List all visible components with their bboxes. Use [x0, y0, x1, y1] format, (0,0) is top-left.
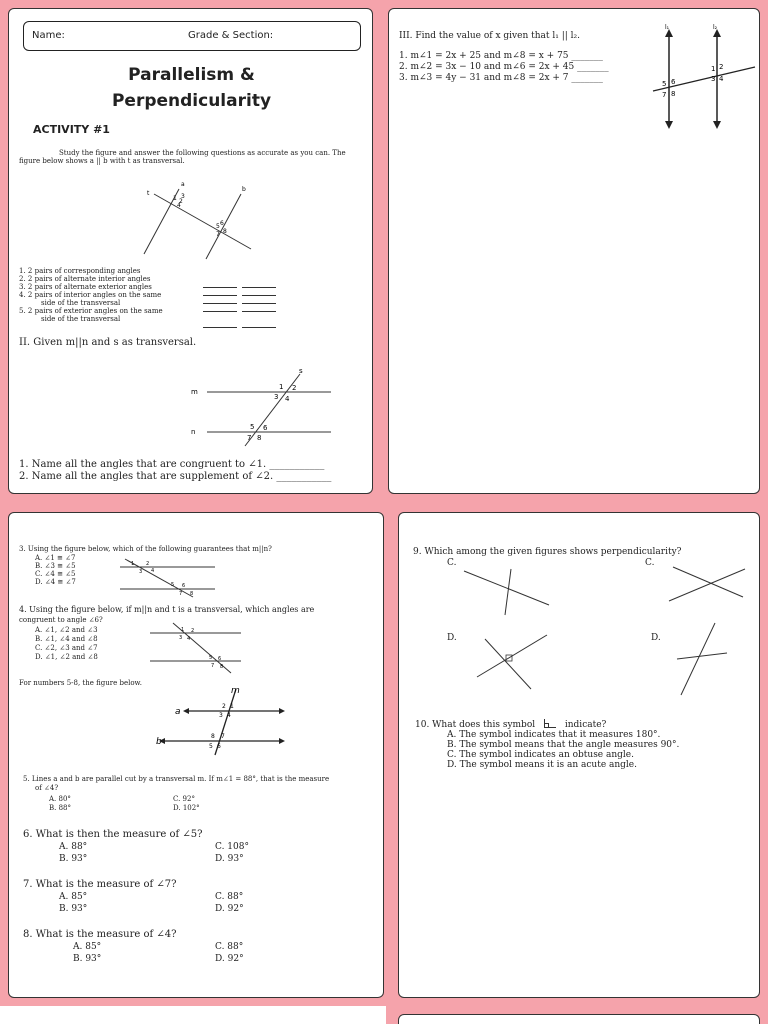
- angle-5-label: 5: [171, 582, 175, 588]
- question-10-label-end: indicate?: [564, 720, 607, 730]
- answer-blanks: [203, 273, 276, 321]
- question-3-options: [35, 554, 76, 586]
- worksheet-page-2: [388, 8, 760, 494]
- worksheet-page-3: [8, 512, 384, 998]
- title-line-2: Perpendicularity: [111, 91, 272, 111]
- angle-5-label: 5: [250, 423, 255, 431]
- section-3-question-1: 1. m∠1 = 2x + 25 and m∠8 = x + 75 _______: [399, 51, 603, 61]
- label-b: b: [242, 186, 246, 193]
- question-7-option-d[interactable]: D. 92°: [215, 904, 244, 914]
- question-4-text: 4. 2 pairs of interior angles on the same: [19, 291, 162, 299]
- option-c[interactable]: C. The symbol indicates an obtuse angle.: [447, 750, 634, 760]
- option-a[interactable]: A. ∠1, ∠2 and ∠3: [35, 626, 98, 634]
- label-m: m: [191, 388, 198, 396]
- angle-7-label: 7: [221, 733, 225, 740]
- option-d[interactable]: D. The symbol means it is an acute angle.: [447, 760, 637, 770]
- option-b[interactable]: B. The symbol means that the angle measures 90°.: [447, 740, 680, 750]
- section-3-heading: III. Find the value of x given that l₁ || l₂.: [399, 31, 580, 41]
- angle-7-label: 7: [247, 434, 252, 442]
- question-5-text: 5. 2 pairs of exterior angles on the same: [19, 307, 163, 315]
- answer-blank[interactable]: [242, 305, 276, 312]
- question-3-text: 3. Using the figure below, which of the following guarantees that m||n?: [19, 545, 272, 553]
- arrow-head: [183, 708, 189, 714]
- name-grade-box: [23, 21, 361, 51]
- question-8-option-b[interactable]: B. 93°: [73, 954, 102, 964]
- question-8-option-a[interactable]: A. 85°: [73, 942, 102, 952]
- angle-5-label: 5: [216, 223, 220, 230]
- question-4-line-2: congruent to angle ∠6?: [19, 616, 103, 624]
- angle-7-label: 7: [216, 231, 220, 238]
- angle-7-label: 7: [662, 91, 667, 99]
- angle-2-label: 2: [222, 703, 226, 710]
- option-b[interactable]: B. ∠1, ∠4 and ∠8: [35, 635, 98, 643]
- angle-2-label: 2: [191, 628, 195, 634]
- angle-7-label: 7: [211, 663, 215, 669]
- question-9-text: 9. Which among the given figures shows perpendicularity?: [413, 547, 682, 557]
- question-5-line-1: 5. Lines a and b are parallel cut by a transversal m. If m∠1 = 88°, that is the measure: [23, 775, 330, 783]
- angle-3-label: 3: [219, 712, 223, 719]
- angle-8-label: 8: [671, 90, 676, 98]
- question-4-cont: side of the transversal: [41, 299, 121, 307]
- question-3-text: 3. 2 pairs of alternate exterior angles: [19, 283, 152, 291]
- option-c[interactable]: C. ∠4 ≅ ∠5: [35, 570, 76, 578]
- angle-6-label: 6: [217, 743, 221, 750]
- figure-q3: [115, 557, 245, 599]
- question-7-option-b[interactable]: B. 93°: [59, 904, 88, 914]
- title-line-1: Parallelism &: [128, 65, 255, 85]
- choice-label-bottom-left: D.: [447, 633, 457, 643]
- angle-3-label: 3: [181, 193, 185, 200]
- question-7-option-c[interactable]: C. 88°: [215, 892, 244, 902]
- angle-8-label: 8: [220, 664, 224, 670]
- instructions-line-1: Study the figure and answer the following questions as accurate as you can. The: [59, 149, 346, 157]
- question-4-line-1: 4. Using the figure below, if m||n and t is a transversal, which angles are: [19, 605, 315, 614]
- question-6-text: 6. What is then the measure of ∠5?: [23, 829, 203, 840]
- angle-7-label: 7: [179, 591, 183, 597]
- arrow-head: [279, 738, 285, 744]
- next-page-fragment-right: [398, 1014, 760, 1024]
- figure-parallel-lines-l1-l2: [651, 19, 759, 129]
- angle-1-label: 1: [279, 383, 284, 391]
- question-1-text: 1. 2 pairs of corresponding angles: [19, 267, 141, 275]
- arrow-head: [279, 708, 285, 714]
- angle-6-label: 6: [263, 424, 268, 432]
- angle-1-label: 1: [711, 65, 716, 73]
- arrow-head: [665, 121, 673, 129]
- figure-parallel-lines-mn: [179, 364, 339, 449]
- worksheet-page-4: [398, 512, 760, 998]
- figure-parallel-lines-ab: [139, 174, 254, 264]
- grade-section-label: Grade & Section:: [188, 30, 274, 41]
- question-8-option-d[interactable]: D. 92°: [215, 954, 244, 964]
- choice-figure-bottom-right: [675, 619, 735, 699]
- right-angle-symbol-icon: [544, 719, 556, 728]
- angle-2-label: 2: [146, 561, 150, 567]
- choice-label-bottom-right: D.: [651, 633, 661, 643]
- choice-figure-top-left: [459, 565, 559, 625]
- angle-3-label: 3: [711, 75, 716, 83]
- angle-3-label: 3: [274, 393, 279, 401]
- answer-blank[interactable]: [203, 321, 237, 328]
- label-a: a: [175, 707, 181, 717]
- question-5-option-d[interactable]: D. 102°: [173, 804, 200, 812]
- figure-q5-8: [139, 685, 289, 757]
- section-2-question-2: 2. Name all the angles that are supplement of ∠2. ___________: [19, 471, 332, 482]
- angle-4-label: 4: [177, 202, 181, 209]
- transversal-line: [125, 559, 193, 597]
- figure-q4: [145, 619, 245, 677]
- option-c[interactable]: C. ∠2, ∠3 and ∠7: [35, 644, 98, 652]
- choice-label-top-right: C.: [645, 558, 655, 568]
- angle-1-label: 1: [230, 703, 234, 710]
- name-label: Name:: [32, 30, 65, 41]
- answer-blank[interactable]: [242, 321, 276, 328]
- section-2-question-1: 1. Name all the angles that are congruent to ∠1. ___________: [19, 459, 325, 470]
- angle-3-label: 3: [179, 635, 183, 641]
- angle-4-label: 4: [719, 75, 724, 83]
- angle-2-label: 2: [719, 63, 724, 71]
- angle-2-label: 2: [179, 198, 183, 205]
- angle-1-label: 1: [181, 627, 185, 633]
- angle-1-label: 1: [173, 195, 177, 202]
- question-8-text: 8. What is the measure of ∠4?: [23, 929, 177, 940]
- question-10-options: [447, 730, 679, 770]
- angle-1-label: 1: [131, 561, 135, 567]
- angle-4-label: 4: [151, 568, 155, 574]
- question-5-option-b[interactable]: B. 88°: [49, 804, 72, 812]
- label-a: a: [181, 181, 185, 188]
- question-5-option-a[interactable]: A. 80°: [49, 795, 71, 803]
- angle-6-label: 6: [220, 220, 224, 227]
- label-s: s: [299, 367, 303, 375]
- question-10-label: 10. What does this symbol: [415, 720, 536, 730]
- option-d[interactable]: D. ∠4 ≅ ∠7: [35, 578, 76, 586]
- question-5-cont: side of the transversal: [41, 315, 121, 323]
- label-l2: l₂: [713, 24, 718, 31]
- section-3-question-3: 3. m∠3 = 4y − 31 and m∠8 = 2x + 7 _______: [399, 73, 603, 83]
- option-b[interactable]: B. ∠3 ≅ ∠5: [35, 562, 76, 570]
- angle-8-label: 8: [223, 228, 227, 235]
- question-5-option-c[interactable]: C. 92°: [173, 795, 195, 803]
- arrow-head: [713, 121, 721, 129]
- instructions-line-2: figure below shows a || b with t as transversal.: [19, 157, 185, 165]
- angle-6-label: 6: [182, 583, 186, 589]
- question-5-line-2: of ∠4?: [35, 784, 59, 792]
- option-d[interactable]: D. ∠1, ∠2 and ∠8: [35, 653, 98, 661]
- choice-figure-top-right: [667, 565, 751, 609]
- question-4-options: [35, 626, 98, 662]
- choice-figure-bottom-left: [471, 631, 555, 693]
- label-n: n: [191, 428, 196, 436]
- label-t: t: [147, 190, 150, 197]
- angle-8-label: 8: [190, 591, 194, 597]
- section-2-heading: II. Given m||n and s as transversal.: [19, 337, 197, 348]
- angle-3-label: 3: [139, 569, 143, 575]
- label-l1: l₁: [665, 24, 670, 31]
- question-6-option-c[interactable]: C. 108°: [215, 842, 249, 852]
- question-7-option-a[interactable]: A. 85°: [59, 892, 88, 902]
- answer-blank[interactable]: [203, 305, 237, 312]
- option-a[interactable]: A. The symbol indicates that it measures 180°.: [447, 730, 661, 740]
- section-3-question-2: 2. m∠2 = 3x − 10 and m∠6 = 2x + 45 _______: [399, 62, 609, 72]
- question-7-text: 7. What is the measure of ∠7?: [23, 879, 177, 890]
- question-6-option-d[interactable]: D. 93°: [215, 854, 244, 864]
- angle-8-label: 8: [257, 434, 262, 442]
- worksheet-page-1: [8, 8, 373, 494]
- angle-4-label: 4: [187, 636, 191, 642]
- angle-4-label: 4: [285, 395, 290, 403]
- angle-5-label: 5: [662, 80, 667, 88]
- angle-5-label: 5: [209, 743, 213, 750]
- question-6-option-b[interactable]: B. 93°: [59, 854, 88, 864]
- angle-6-label: 6: [671, 78, 676, 86]
- question-10-text: [415, 719, 606, 730]
- label-b: b: [156, 737, 162, 747]
- choice-label-top-left: C.: [447, 558, 457, 568]
- angle-5-label: 5: [209, 655, 213, 661]
- angle-6-label: 6: [218, 656, 222, 662]
- angle-8-label: 8: [211, 733, 215, 740]
- option-a[interactable]: A. ∠1 ≅ ∠7: [35, 554, 76, 562]
- question-8-option-c[interactable]: C. 88°: [215, 942, 244, 952]
- question-6-option-a[interactable]: A. 88°: [59, 842, 88, 852]
- angle-4-label: 4: [227, 712, 231, 719]
- question-2-text: 2. 2 pairs of alternate interior angles: [19, 275, 151, 283]
- angle-2-label: 2: [292, 384, 297, 392]
- question-list: [19, 267, 163, 323]
- for-numbers-5-8: For numbers 5-8, the figure below.: [19, 679, 142, 687]
- next-page-fragment-left: [0, 1006, 386, 1024]
- activity-heading: ACTIVITY #1: [33, 123, 110, 136]
- label-m: m: [231, 686, 240, 696]
